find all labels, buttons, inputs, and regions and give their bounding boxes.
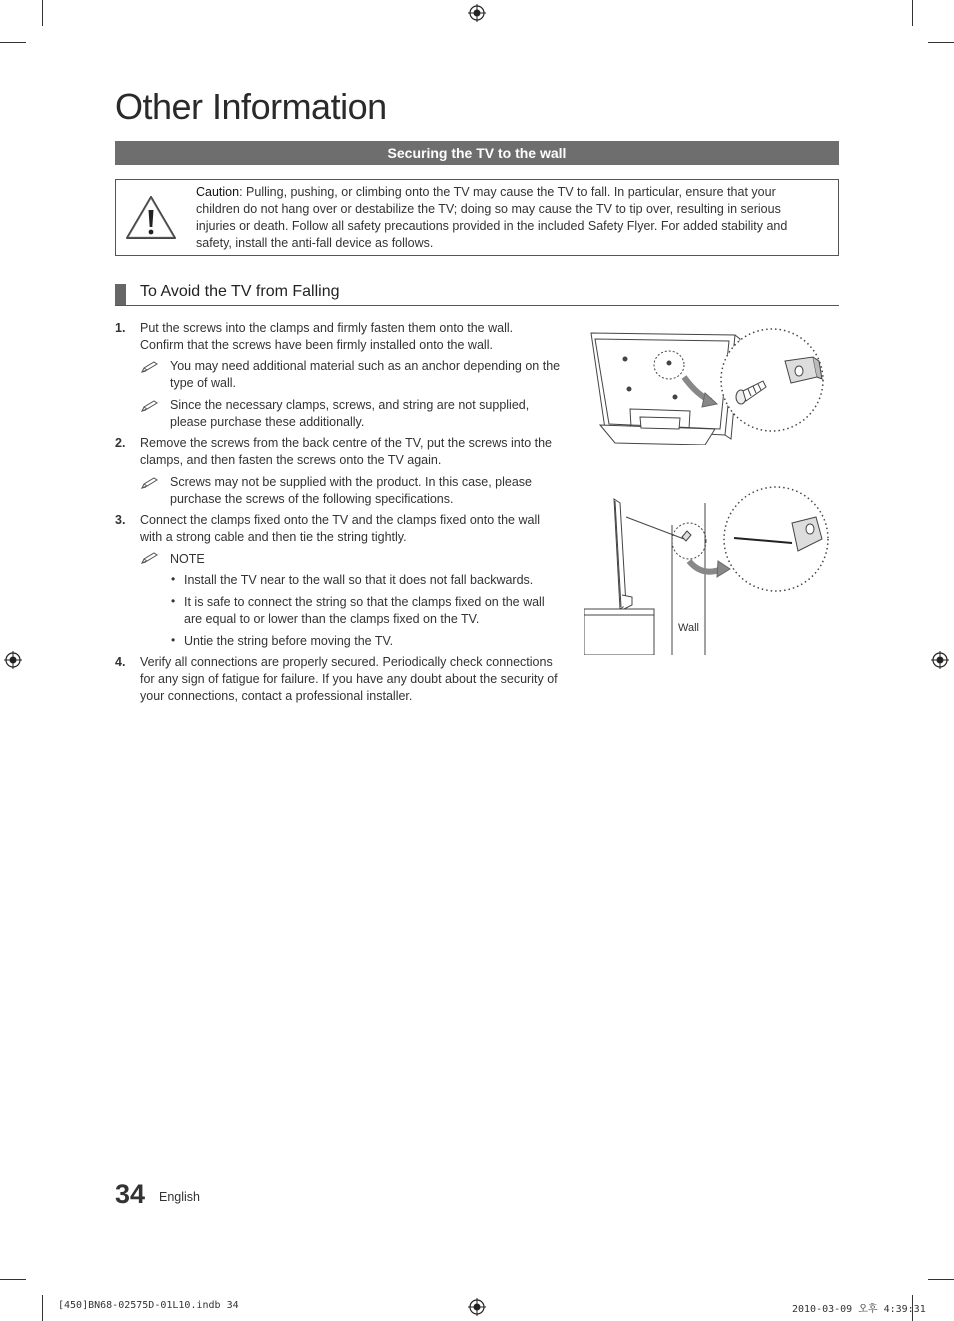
page-language: English	[159, 1190, 200, 1204]
bullet-text: Untie the string before moving the TV.	[184, 634, 394, 648]
crop-mark	[0, 42, 26, 43]
page-number: 34	[115, 1179, 146, 1209]
step-text: Put the screws into the clamps and firmly fasten them onto the wall. Confirm that the screws have been firmly installed onto the wall.	[140, 321, 514, 352]
registration-mark-icon	[468, 1298, 486, 1316]
note-text: Screws may not be supplied with the product. In this case, please purchase the screws of the following specifications.	[170, 475, 532, 506]
note-pencil-icon	[140, 551, 160, 565]
step-number: 2.	[115, 436, 126, 450]
bullet-text: Install the TV near to the wall so that it does not fall backwards.	[184, 573, 534, 587]
registration-mark-icon	[931, 651, 949, 669]
caution-box	[115, 179, 839, 256]
caution-body: : Pulling, pushing, or climbing onto the TV may cause the TV to fall. In particular, ensure that your children do not hang over or destabilize the TV; doing so may cause the TV to tip over, resulting in serious injuries or death. Follow all safety precautions provided in the included Safety Flyer. For added stability and safety, install the anti-fall device as follows.	[196, 185, 788, 250]
warning-triangle-icon	[124, 194, 178, 242]
crop-mark	[928, 1279, 954, 1280]
step-number: 3.	[115, 513, 126, 527]
registration-mark-icon	[4, 651, 22, 669]
tv-wall-side-diagram	[584, 485, 834, 655]
wall-label: Wall	[678, 622, 699, 634]
step-number: 1.	[115, 321, 126, 335]
subheading-marker	[115, 284, 126, 305]
footer-timestamp: 2010-03-09 오후 4:39:31	[792, 1304, 926, 1315]
step-text: Verify all connections are properly secured. Periodically check connections for any sign of fatigue for failure. If you have any doubt about the security of your connections, contact a professional installer.	[140, 655, 558, 703]
caution-text	[196, 184, 816, 252]
crop-mark	[42, 0, 43, 26]
note-pencil-icon	[140, 360, 160, 374]
note-pencil-icon	[140, 399, 160, 413]
note-label: NOTE	[170, 552, 205, 566]
section-title: Securing the TV to the wall	[115, 141, 839, 165]
crop-mark	[42, 1295, 43, 1321]
tv-side-illustration	[584, 499, 684, 655]
tv-back-clamp-diagram	[585, 325, 830, 445]
zoom-circle-screw-clamp	[721, 329, 823, 431]
bullet-marker: •	[171, 572, 176, 586]
note-pencil-icon	[140, 476, 160, 490]
crop-mark	[0, 1279, 26, 1280]
crop-mark	[928, 42, 954, 43]
subheading-rule	[115, 305, 839, 306]
note-text: You may need additional material such as an anchor depending on the type of wall.	[170, 359, 561, 390]
step-number: 4.	[115, 655, 126, 669]
tv-back-illustration	[591, 333, 740, 445]
footer-file: [450]BN68-02575D-01L10.indb 34	[58, 1300, 239, 1311]
caution-label: Caution	[196, 185, 240, 199]
note-text: Since the necessary clamps, screws, and string are not supplied, please purchase these additionally.	[170, 398, 530, 429]
bullet-text: It is safe to connect the string so that the clamps fixed on the wall are equal to or lower than the clamps fixed on the TV.	[184, 595, 545, 626]
step-text: Connect the clamps fixed onto the TV and the clamps fixed onto the wall with a strong cable and then tie the string tightly.	[140, 513, 540, 544]
registration-mark-icon	[468, 4, 486, 22]
subheading: To Avoid the TV from Falling	[140, 283, 340, 300]
step-text: Remove the screws from the back centre of the TV, put the screws into the clamps, and then fasten the screws onto the TV again.	[140, 436, 553, 467]
bullet-marker: •	[171, 594, 176, 608]
page-title: Other Information	[115, 86, 387, 127]
bullet-marker: •	[171, 633, 176, 647]
crop-mark	[912, 0, 913, 26]
